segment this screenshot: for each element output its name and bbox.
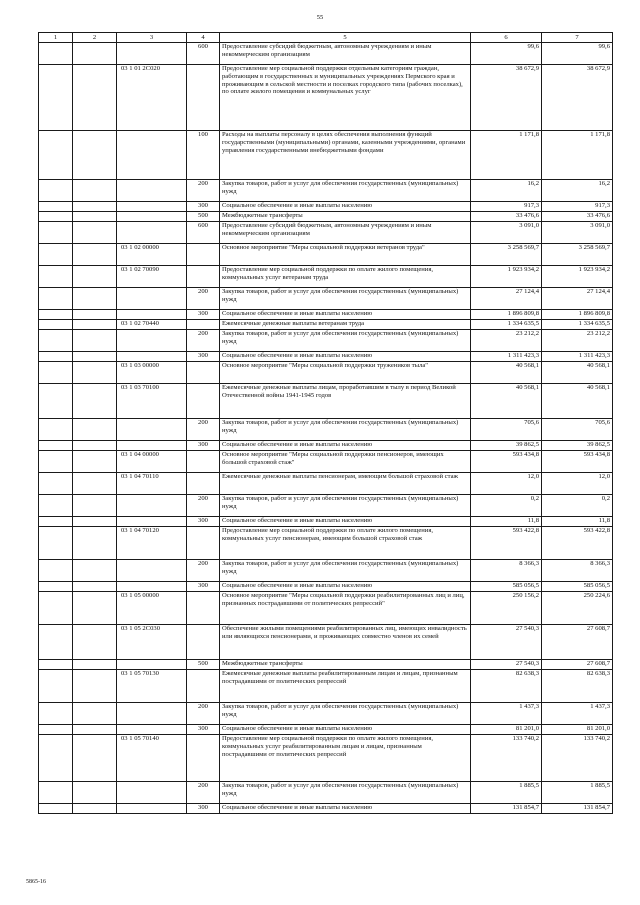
cell-amount-year-1: 16,2 <box>471 180 542 202</box>
table-header-row <box>39 33 613 43</box>
cell-col-2 <box>73 660 117 670</box>
table-row <box>39 244 613 266</box>
cell-col-1 <box>39 266 73 288</box>
table-row <box>39 362 613 384</box>
cell-target-code <box>117 582 187 592</box>
cell-target-code: 03 1 03 00000 <box>117 362 187 384</box>
table-row <box>39 288 613 310</box>
cell-target-code <box>117 419 187 441</box>
table-row <box>39 735 613 782</box>
cell-amount-year-2: 27 608,7 <box>542 625 613 660</box>
cell-description: Социальное обеспечение и иные выплаты населению <box>220 582 471 592</box>
cell-amount-year-2: 1 923 934,2 <box>542 266 613 288</box>
table-row <box>39 202 613 212</box>
cell-description: Предоставление мер социальной поддержки по оплате жилого помещения, коммунальных услуг пенсионерам, имеющим большой страховой стаж <box>220 527 471 560</box>
cell-target-code <box>117 288 187 310</box>
cell-expense-type <box>187 362 220 384</box>
cell-col-1 <box>39 560 73 582</box>
cell-target-code <box>117 212 187 222</box>
cell-expense-type: 600 <box>187 43 220 65</box>
cell-col-1 <box>39 592 73 625</box>
cell-col-2 <box>73 212 117 222</box>
cell-target-code: 03 1 04 70120 <box>117 527 187 560</box>
cell-col-2 <box>73 288 117 310</box>
cell-col-2 <box>73 670 117 703</box>
cell-target-code: 03 1 02 70090 <box>117 266 187 288</box>
cell-description: Социальное обеспечение и иные выплаты населению <box>220 804 471 814</box>
cell-target-code <box>117 804 187 814</box>
cell-target-code <box>117 560 187 582</box>
cell-description: Межбюджетные трансферты <box>220 212 471 222</box>
cell-col-2 <box>73 725 117 735</box>
cell-amount-year-2: 1 334 635,5 <box>542 320 613 330</box>
cell-amount-year-2: 1 437,3 <box>542 703 613 725</box>
cell-col-2 <box>73 222 117 244</box>
cell-col-2 <box>73 65 117 131</box>
cell-amount-year-1: 27 124,4 <box>471 288 542 310</box>
table-row <box>39 266 613 288</box>
cell-expense-type: 200 <box>187 180 220 202</box>
cell-expense-type: 200 <box>187 782 220 804</box>
table-row <box>39 352 613 362</box>
table-row <box>39 473 613 495</box>
cell-expense-type <box>187 266 220 288</box>
cell-amount-year-1: 40 568,1 <box>471 362 542 384</box>
cell-amount-year-1: 133 740,2 <box>471 735 542 782</box>
cell-target-code <box>117 310 187 320</box>
cell-expense-type: 300 <box>187 517 220 527</box>
cell-description: Ежемесячные денежные выплаты лицам, проработавшим в тылу в период Великой Отечественной войны 1941-1945 годов <box>220 384 471 419</box>
cell-amount-year-2: 250 224,6 <box>542 592 613 625</box>
column-header-3: 3 <box>117 33 187 43</box>
cell-amount-year-1: 3 091,0 <box>471 222 542 244</box>
table-row <box>39 625 613 660</box>
cell-expense-type: 300 <box>187 310 220 320</box>
cell-amount-year-2: 1 311 423,3 <box>542 352 613 362</box>
cell-description: Закупка товаров, работ и услуг для обеспечения государственных (муниципальных) нужд <box>220 703 471 725</box>
cell-expense-type: 200 <box>187 288 220 310</box>
cell-col-2 <box>73 266 117 288</box>
cell-col-2 <box>73 560 117 582</box>
cell-expense-type <box>187 384 220 419</box>
cell-target-code <box>117 517 187 527</box>
column-header-6: 6 <box>471 33 542 43</box>
cell-amount-year-1: 27 540,3 <box>471 625 542 660</box>
cell-expense-type: 300 <box>187 441 220 451</box>
cell-target-code <box>117 703 187 725</box>
table-row <box>39 441 613 451</box>
cell-col-1 <box>39 782 73 804</box>
table-row <box>39 451 613 473</box>
table-row <box>39 495 613 517</box>
cell-description: Обеспечение жилыми помещениями реабилитированных лиц, имеющих инвалидность или являющихся пенсионерами, и проживающих совместно членов их семей <box>220 625 471 660</box>
table-row <box>39 222 613 244</box>
cell-col-1 <box>39 625 73 660</box>
cell-col-1 <box>39 212 73 222</box>
cell-col-1 <box>39 362 73 384</box>
cell-col-2 <box>73 131 117 180</box>
cell-expense-type <box>187 527 220 560</box>
cell-target-code <box>117 782 187 804</box>
cell-amount-year-2: 39 862,5 <box>542 441 613 451</box>
cell-amount-year-1: 1 171,8 <box>471 131 542 180</box>
cell-amount-year-1: 99,6 <box>471 43 542 65</box>
table-row <box>39 782 613 804</box>
cell-target-code <box>117 131 187 180</box>
cell-col-1 <box>39 320 73 330</box>
cell-amount-year-1: 27 540,3 <box>471 660 542 670</box>
cell-amount-year-1: 131 854,7 <box>471 804 542 814</box>
cell-amount-year-2: 593 422,8 <box>542 527 613 560</box>
cell-col-1 <box>39 703 73 725</box>
cell-description: Межбюджетные трансферты <box>220 660 471 670</box>
cell-col-1 <box>39 244 73 266</box>
cell-col-2 <box>73 495 117 517</box>
cell-target-code <box>117 180 187 202</box>
cell-col-1 <box>39 495 73 517</box>
column-header-7: 7 <box>542 33 613 43</box>
cell-description: Основное мероприятие "Меры социальной поддержки ветеранов труда" <box>220 244 471 266</box>
cell-amount-year-1: 8 366,3 <box>471 560 542 582</box>
cell-col-2 <box>73 582 117 592</box>
cell-col-2 <box>73 804 117 814</box>
cell-description: Социальное обеспечение и иные выплаты населению <box>220 441 471 451</box>
table-row <box>39 419 613 441</box>
cell-col-1 <box>39 735 73 782</box>
table-row <box>39 131 613 180</box>
cell-expense-type: 200 <box>187 703 220 725</box>
cell-description: Социальное обеспечение и иные выплаты населению <box>220 352 471 362</box>
cell-col-1 <box>39 43 73 65</box>
cell-col-2 <box>73 43 117 65</box>
cell-col-1 <box>39 451 73 473</box>
cell-target-code <box>117 352 187 362</box>
cell-expense-type: 200 <box>187 560 220 582</box>
table-row <box>39 660 613 670</box>
cell-amount-year-1: 593 422,8 <box>471 527 542 560</box>
cell-col-1 <box>39 131 73 180</box>
page-number: 55 <box>316 14 324 21</box>
cell-amount-year-2: 40 568,1 <box>542 384 613 419</box>
cell-col-2 <box>73 517 117 527</box>
cell-description: Ежемесячные денежные выплаты реабилитированным лицам и лицам, признанным пострадавшими от политических репрессий <box>220 670 471 703</box>
cell-col-1 <box>39 517 73 527</box>
cell-amount-year-2: 16,2 <box>542 180 613 202</box>
cell-expense-type: 200 <box>187 330 220 352</box>
cell-target-code <box>117 43 187 65</box>
cell-amount-year-2: 1 171,8 <box>542 131 613 180</box>
cell-amount-year-2: 705,6 <box>542 419 613 441</box>
footer-code: 5865-16 <box>26 879 46 885</box>
table-row <box>39 212 613 222</box>
cell-amount-year-1: 917,3 <box>471 202 542 212</box>
cell-target-code: 03 1 02 00000 <box>117 244 187 266</box>
cell-amount-year-2: 3 258 569,7 <box>542 244 613 266</box>
budget-table <box>38 32 613 814</box>
table-body <box>39 43 613 814</box>
cell-expense-type: 200 <box>187 495 220 517</box>
cell-amount-year-1: 1 437,3 <box>471 703 542 725</box>
cell-amount-year-2: 1 885,5 <box>542 782 613 804</box>
cell-amount-year-1: 1 334 635,5 <box>471 320 542 330</box>
cell-amount-year-2: 131 854,7 <box>542 804 613 814</box>
cell-expense-type <box>187 670 220 703</box>
table-row <box>39 320 613 330</box>
cell-expense-type: 300 <box>187 804 220 814</box>
cell-col-2 <box>73 180 117 202</box>
column-header-5: 5 <box>220 33 471 43</box>
cell-col-2 <box>73 735 117 782</box>
cell-amount-year-1: 38 672,9 <box>471 65 542 131</box>
cell-col-2 <box>73 330 117 352</box>
cell-target-code: 03 1 05 2С030 <box>117 625 187 660</box>
cell-col-2 <box>73 527 117 560</box>
cell-col-1 <box>39 180 73 202</box>
cell-col-1 <box>39 527 73 560</box>
cell-amount-year-1: 1 896 809,8 <box>471 310 542 320</box>
cell-expense-type <box>187 735 220 782</box>
cell-amount-year-2: 81 201,0 <box>542 725 613 735</box>
cell-amount-year-2: 40 568,1 <box>542 362 613 384</box>
cell-description: Основное мероприятие "Меры социальной поддержки тружеников тыла" <box>220 362 471 384</box>
cell-amount-year-2: 133 740,2 <box>542 735 613 782</box>
table-row <box>39 180 613 202</box>
cell-amount-year-1: 23 212,2 <box>471 330 542 352</box>
cell-description: Предоставление мер социальной поддержки отдельным категориям граждан, работающим в государственных и муниципальных учреждениях Пермского края и проживающим в сельской местности и поселках городского типа (рабочих поселках), по оплате жилого помещения и коммунальных услуг <box>220 65 471 131</box>
cell-amount-year-2: 33 476,6 <box>542 212 613 222</box>
cell-amount-year-2: 11,8 <box>542 517 613 527</box>
cell-target-code: 03 1 05 00000 <box>117 592 187 625</box>
cell-expense-type <box>187 451 220 473</box>
cell-col-1 <box>39 310 73 320</box>
cell-expense-type: 500 <box>187 660 220 670</box>
table-row <box>39 804 613 814</box>
cell-target-code: 03 1 02 70440 <box>117 320 187 330</box>
table-row <box>39 703 613 725</box>
cell-expense-type: 300 <box>187 202 220 212</box>
cell-col-2 <box>73 625 117 660</box>
cell-target-code: 03 1 04 70110 <box>117 473 187 495</box>
cell-amount-year-2: 1 896 809,8 <box>542 310 613 320</box>
cell-col-1 <box>39 384 73 419</box>
cell-amount-year-1: 0,2 <box>471 495 542 517</box>
cell-col-1 <box>39 288 73 310</box>
cell-expense-type: 500 <box>187 212 220 222</box>
table-row <box>39 310 613 320</box>
cell-description: Закупка товаров, работ и услуг для обеспечения государственных (муниципальных) нужд <box>220 782 471 804</box>
cell-description: Ежемесячные денежные выплаты ветеранам труда <box>220 320 471 330</box>
cell-col-1 <box>39 419 73 441</box>
cell-amount-year-1: 250 156,2 <box>471 592 542 625</box>
table-row <box>39 384 613 419</box>
cell-col-2 <box>73 419 117 441</box>
table-row <box>39 65 613 131</box>
cell-target-code <box>117 725 187 735</box>
cell-description: Основное мероприятие "Меры социальной поддержки пенсионеров, имеющих большой страховой стаж" <box>220 451 471 473</box>
cell-target-code: 03 1 04 00000 <box>117 451 187 473</box>
cell-amount-year-1: 705,6 <box>471 419 542 441</box>
cell-col-2 <box>73 451 117 473</box>
table-row <box>39 670 613 703</box>
cell-expense-type <box>187 473 220 495</box>
table-row <box>39 43 613 65</box>
cell-col-2 <box>73 473 117 495</box>
cell-col-1 <box>39 725 73 735</box>
cell-expense-type <box>187 244 220 266</box>
table-row <box>39 582 613 592</box>
cell-target-code <box>117 495 187 517</box>
cell-col-1 <box>39 222 73 244</box>
cell-amount-year-1: 81 201,0 <box>471 725 542 735</box>
cell-amount-year-2: 82 638,3 <box>542 670 613 703</box>
cell-amount-year-1: 1 885,5 <box>471 782 542 804</box>
cell-target-code <box>117 441 187 451</box>
cell-description: Социальное обеспечение и иные выплаты населению <box>220 725 471 735</box>
cell-expense-type: 300 <box>187 582 220 592</box>
cell-amount-year-1: 33 476,6 <box>471 212 542 222</box>
cell-amount-year-2: 8 366,3 <box>542 560 613 582</box>
cell-description: Расходы на выплаты персоналу в целях обеспечения выполнения функций государственными (муниципальными) органами, казенными учреждениями, органами управления государственными внебюджетными фондами <box>220 131 471 180</box>
cell-expense-type: 600 <box>187 222 220 244</box>
cell-col-1 <box>39 352 73 362</box>
column-header-2: 2 <box>73 33 117 43</box>
cell-amount-year-1: 1 923 934,2 <box>471 266 542 288</box>
cell-description: Предоставление мер социальной поддержки по оплате жилого помещения, коммунальных услуг реабилитированным лицам и лицам, признанным пострадавшими от политических репрессий <box>220 735 471 782</box>
cell-description: Закупка товаров, работ и услуг для обеспечения государственных (муниципальных) нужд <box>220 288 471 310</box>
cell-amount-year-1: 585 056,5 <box>471 582 542 592</box>
cell-col-2 <box>73 384 117 419</box>
cell-col-1 <box>39 441 73 451</box>
cell-col-2 <box>73 320 117 330</box>
budget-table-container <box>38 32 612 814</box>
table-row <box>39 560 613 582</box>
cell-amount-year-2: 3 091,0 <box>542 222 613 244</box>
cell-target-code <box>117 222 187 244</box>
table-row <box>39 725 613 735</box>
cell-expense-type <box>187 625 220 660</box>
table-row <box>39 517 613 527</box>
cell-expense-type: 200 <box>187 419 220 441</box>
cell-amount-year-2: 585 056,5 <box>542 582 613 592</box>
cell-amount-year-2: 38 672,9 <box>542 65 613 131</box>
cell-description: Закупка товаров, работ и услуг для обеспечения государственных (муниципальных) нужд <box>220 495 471 517</box>
cell-col-1 <box>39 330 73 352</box>
cell-amount-year-1: 3 258 569,7 <box>471 244 542 266</box>
cell-amount-year-2: 23 212,2 <box>542 330 613 352</box>
cell-col-1 <box>39 660 73 670</box>
cell-amount-year-2: 12,0 <box>542 473 613 495</box>
cell-col-1 <box>39 804 73 814</box>
cell-expense-type <box>187 320 220 330</box>
cell-amount-year-2: 593 434,8 <box>542 451 613 473</box>
cell-col-2 <box>73 362 117 384</box>
cell-amount-year-1: 82 638,3 <box>471 670 542 703</box>
cell-target-code: 03 1 03 70100 <box>117 384 187 419</box>
cell-amount-year-2: 0,2 <box>542 495 613 517</box>
cell-col-2 <box>73 310 117 320</box>
cell-target-code: 03 1 05 70140 <box>117 735 187 782</box>
cell-amount-year-2: 27 608,7 <box>542 660 613 670</box>
cell-expense-type <box>187 592 220 625</box>
cell-target-code <box>117 330 187 352</box>
cell-amount-year-2: 917,3 <box>542 202 613 212</box>
cell-expense-type <box>187 65 220 131</box>
cell-description: Предоставление мер социальной поддержки по оплате жилого помещения, коммунальных услуг ветеранам труда <box>220 266 471 288</box>
cell-col-2 <box>73 352 117 362</box>
cell-col-2 <box>73 244 117 266</box>
cell-target-code <box>117 202 187 212</box>
cell-amount-year-2: 27 124,4 <box>542 288 613 310</box>
cell-description: Основное мероприятие "Меры социальной поддержки реабилитированных лиц и лиц, признанных пострадавшими от политических репрессий" <box>220 592 471 625</box>
cell-col-1 <box>39 670 73 703</box>
column-header-1: 1 <box>39 33 73 43</box>
cell-amount-year-1: 1 311 423,3 <box>471 352 542 362</box>
cell-description: Закупка товаров, работ и услуг для обеспечения государственных (муниципальных) нужд <box>220 560 471 582</box>
cell-description: Предоставление субсидий бюджетным, автономным учреждениям и иным некоммерческим организациям <box>220 222 471 244</box>
cell-amount-year-1: 40 568,1 <box>471 384 542 419</box>
table-row <box>39 527 613 560</box>
cell-target-code <box>117 660 187 670</box>
cell-amount-year-1: 593 434,8 <box>471 451 542 473</box>
cell-description: Закупка товаров, работ и услуг для обеспечения государственных (муниципальных) нужд <box>220 180 471 202</box>
cell-col-2 <box>73 441 117 451</box>
cell-expense-type: 100 <box>187 131 220 180</box>
cell-col-1 <box>39 202 73 212</box>
cell-col-2 <box>73 782 117 804</box>
cell-expense-type: 300 <box>187 352 220 362</box>
cell-target-code: 03 1 01 2С020 <box>117 65 187 131</box>
cell-col-2 <box>73 592 117 625</box>
cell-amount-year-2: 99,6 <box>542 43 613 65</box>
cell-amount-year-1: 39 862,5 <box>471 441 542 451</box>
cell-col-1 <box>39 582 73 592</box>
cell-col-1 <box>39 473 73 495</box>
cell-amount-year-1: 11,8 <box>471 517 542 527</box>
cell-description: Закупка товаров, работ и услуг для обеспечения государственных (муниципальных) нужд <box>220 330 471 352</box>
cell-target-code: 03 1 05 70130 <box>117 670 187 703</box>
cell-description: Закупка товаров, работ и услуг для обеспечения государственных (муниципальных) нужд <box>220 419 471 441</box>
cell-description: Социальное обеспечение и иные выплаты населению <box>220 310 471 320</box>
cell-description: Социальное обеспечение и иные выплаты населению <box>220 202 471 212</box>
cell-col-2 <box>73 202 117 212</box>
cell-description: Ежемесячные денежные выплаты пенсионерам, имеющим большой страховой стаж <box>220 473 471 495</box>
cell-expense-type: 300 <box>187 725 220 735</box>
table-row <box>39 592 613 625</box>
cell-col-1 <box>39 65 73 131</box>
table-row <box>39 330 613 352</box>
column-header-4: 4 <box>187 33 220 43</box>
cell-description: Социальное обеспечение и иные выплаты населению <box>220 517 471 527</box>
cell-description: Предоставление субсидий бюджетным, автономным учреждениям и иным некоммерческим организациям <box>220 43 471 65</box>
cell-amount-year-1: 12,0 <box>471 473 542 495</box>
cell-col-2 <box>73 703 117 725</box>
